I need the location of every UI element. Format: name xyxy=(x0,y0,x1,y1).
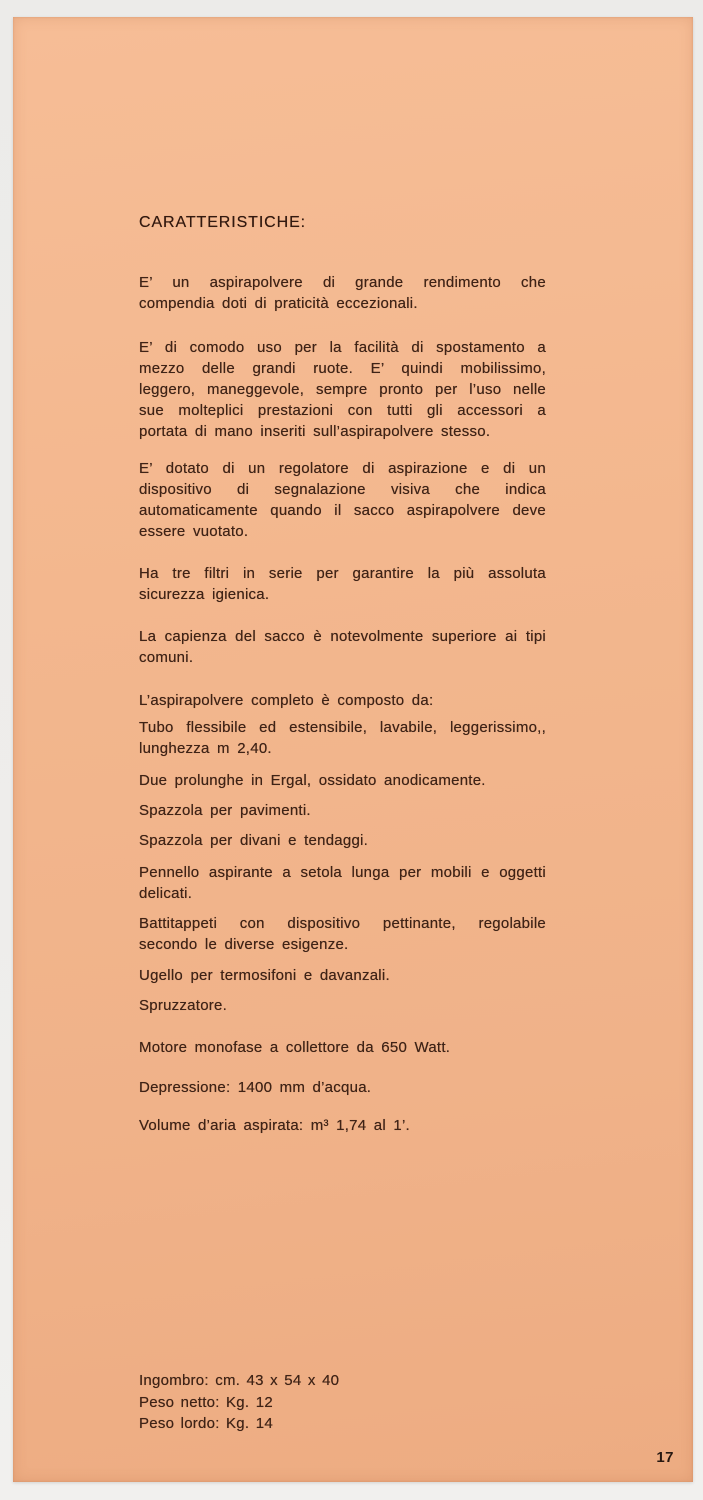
composition-intro: L’aspirapolvere completo è composto da: xyxy=(139,692,434,709)
component-item: Pennello aspirante a setola lunga per mobili e oggetti delicati. xyxy=(139,864,546,902)
intro-paragraph: E’ dotato di un regolatore di aspirazione e di un dispositivo di segnalazione visiva che indica automaticamente quando il sacco aspirapolvere deve essere vuotato. xyxy=(139,460,546,540)
component-item: Tubo flessibile ed estensibile, lavabile, leggerissimo,, lunghezza m 2,40. xyxy=(139,719,546,757)
dimension-line: Peso netto: Kg. 12 xyxy=(139,1393,273,1411)
page-number: 17 xyxy=(656,1449,674,1466)
intro-paragraph: Ha tre filtri in serie per garantire la più assoluta sicurezza igienica. xyxy=(139,565,546,603)
component-item: Spruzzatore. xyxy=(139,997,228,1014)
dimension-line: Ingombro: cm. 43 x 54 x 40 xyxy=(139,1372,340,1389)
spec-line: Volume d’aria aspirata: m³ 1,74 al 1’. xyxy=(139,1117,410,1134)
intro-paragraph: La capienza del sacco è notevolmente superiore ai tipi comuni. xyxy=(139,628,546,666)
component-item: Due prolunghe in Ergal, ossidato anodicamente. xyxy=(139,772,486,789)
component-item: Battitappeti con dispositivo pettinante, regolabile secondo le diverse esigenze. xyxy=(139,915,546,953)
document-page xyxy=(13,17,693,1482)
section-heading: CARATTERISTICHE: xyxy=(139,214,307,231)
dimensions-block xyxy=(139,1370,459,1435)
intro-paragraph: E’ di comodo uso per la facilità di spostamento a mezzo delle grandi ruote. E’ quindi mobilissimo, leggero, maneggevole, sempre pronto per l’uso nelle sue molteplici prestazioni con tutti gli accessori a portata di mano inseriti sull’aspirapolvere stesso. xyxy=(139,339,546,440)
spec-line: Motore monofase a collettore da 650 Watt. xyxy=(139,1039,451,1056)
component-item: Spazzola per divani e tendaggi. xyxy=(139,832,369,849)
text-column xyxy=(139,212,546,1136)
component-item: Spazzola per pavimenti. xyxy=(139,802,311,819)
dimension-line: Peso lordo: Kg. 14 xyxy=(139,1415,273,1432)
spec-line: Depressione: 1400 mm d’acqua. xyxy=(139,1079,372,1096)
component-item: Ugello per termosifoni e davanzali. xyxy=(139,967,390,984)
intro-paragraph: E’ un aspirapolvere di grande rendimento che compendia doti di praticità eccezionali. xyxy=(139,274,546,312)
